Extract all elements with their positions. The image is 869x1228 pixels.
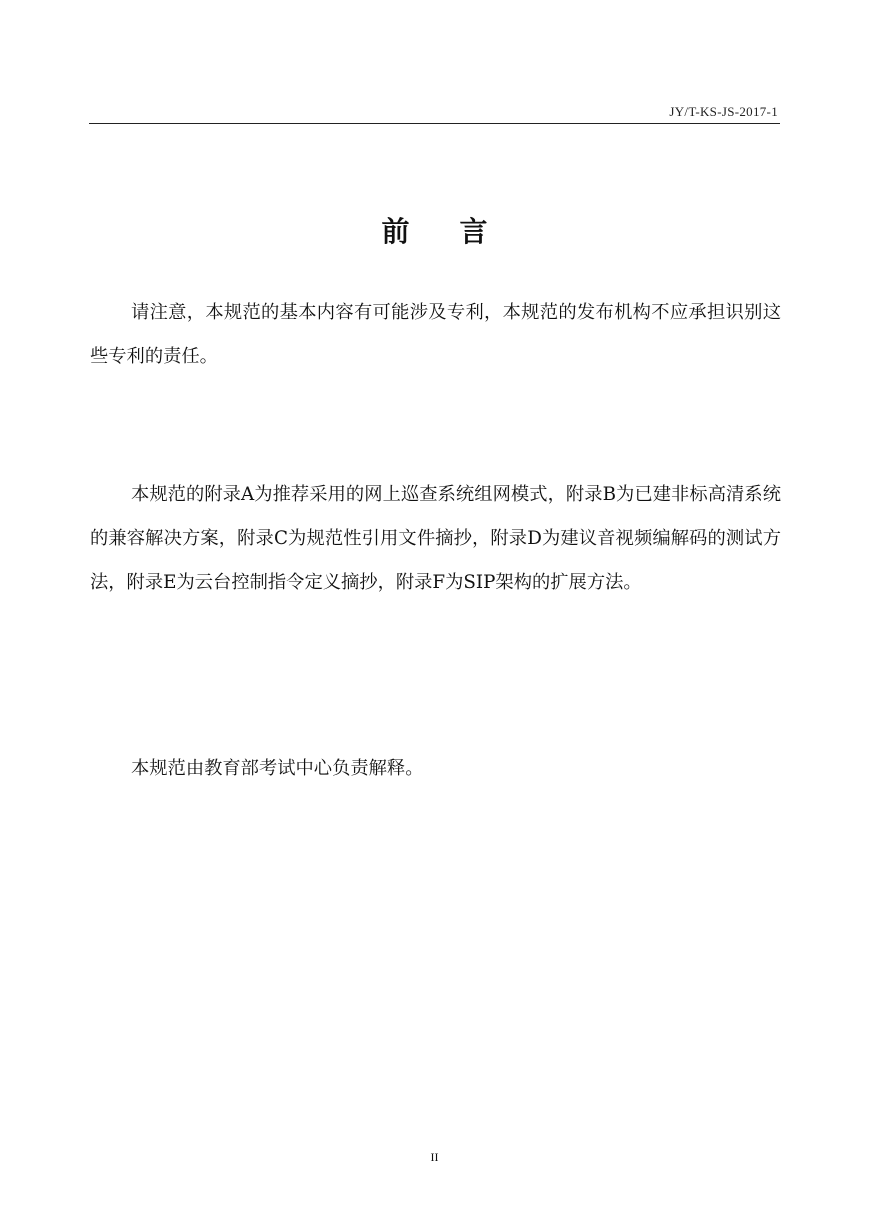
page-number: II [430, 1150, 439, 1164]
paragraph-interpretation: 本规范由教育部考试中心负责解释。 [131, 758, 424, 779]
paragraph-patent-notice: 请注意，本规范的基本内容有可能涉及专利，本规范的发布机构不应承担识别这些专利的责任。 [90, 302, 781, 367]
header-divider [89, 123, 780, 124]
document-code: JY/T-KS-JS-2017-1 [669, 104, 778, 119]
page-title: 前言 [381, 215, 538, 248]
paragraph-appendices: 本规范的附录A为推荐采用的网上巡查系统组网模式，附录B为已建非标高清系统的兼容解决方案，附录C为规范性引用文件摘抄，附录D为建议音视频编解码的测试方法，附录E为云台控制指令定义摘抄，附录F为SIP架构的扩展方法。 [90, 484, 781, 593]
